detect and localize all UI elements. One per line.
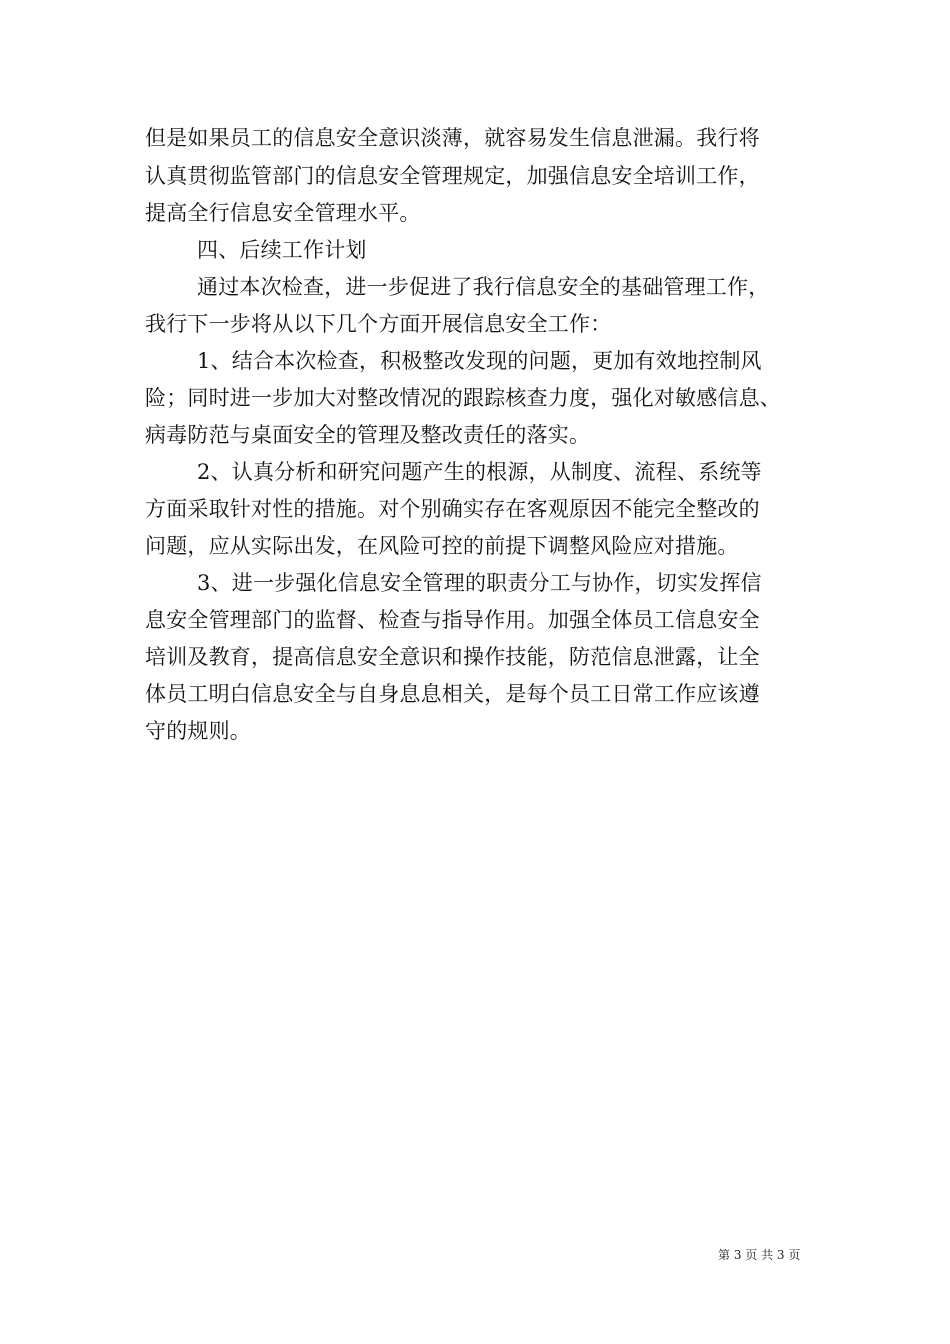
list-item-line: 守的规则。 (145, 719, 251, 743)
list-item-line: 3、进一步强化信息安全管理的职责分工与协作，切实发挥信 (197, 571, 762, 595)
paragraph-line: 通过本次检查，进一步促进了我行信息安全的基础管理工作， (197, 275, 770, 299)
list-item-line: 问题，应从实际出发，在风险可控的前提下调整风险应对措施。 (145, 534, 739, 558)
list-item-line: 体员工明白信息安全与自身息息相关，是每个员工日常工作应该遵 (145, 682, 760, 706)
list-item-line: 险；同时进一步加大对整改情况的跟踪核查力度，强化对敏感信息、 (145, 386, 781, 410)
list-item-line: 病毒防范与桌面安全的管理及整改责任的落实。 (145, 423, 591, 447)
section-heading: 四、后续工作计划 (197, 238, 367, 262)
list-item-line: 培训及教育，提高信息安全意识和操作技能，防范信息泄露，让全 (145, 645, 760, 669)
paragraph-line: 我行下一步将从以下几个方面开展信息安全工作： (145, 312, 612, 336)
list-item-line: 息安全管理部门的监督、检查与指导作用。加强全体员工信息安全 (145, 608, 760, 632)
list-item-line: 2、认真分析和研究问题产生的根源，从制度、流程、系统等 (197, 460, 762, 484)
paragraph-line: 但是如果员工的信息安全意识淡薄，就容易发生信息泄漏。我行将 (145, 126, 760, 150)
page-number: 第 3 页 共 3 页 (718, 1248, 801, 1262)
paragraph-line: 提高全行信息安全管理水平。 (145, 201, 421, 225)
list-item-line: 1、结合本次检查，积极整改发现的问题，更加有效地控制风 (197, 349, 762, 373)
list-item-line: 方面采取针对性的措施。对个别确实存在客观原因不能完全整改的 (145, 497, 760, 521)
paragraph-line: 认真贯彻监管部门的信息安全管理规定，加强信息安全培训工作， (145, 164, 760, 188)
